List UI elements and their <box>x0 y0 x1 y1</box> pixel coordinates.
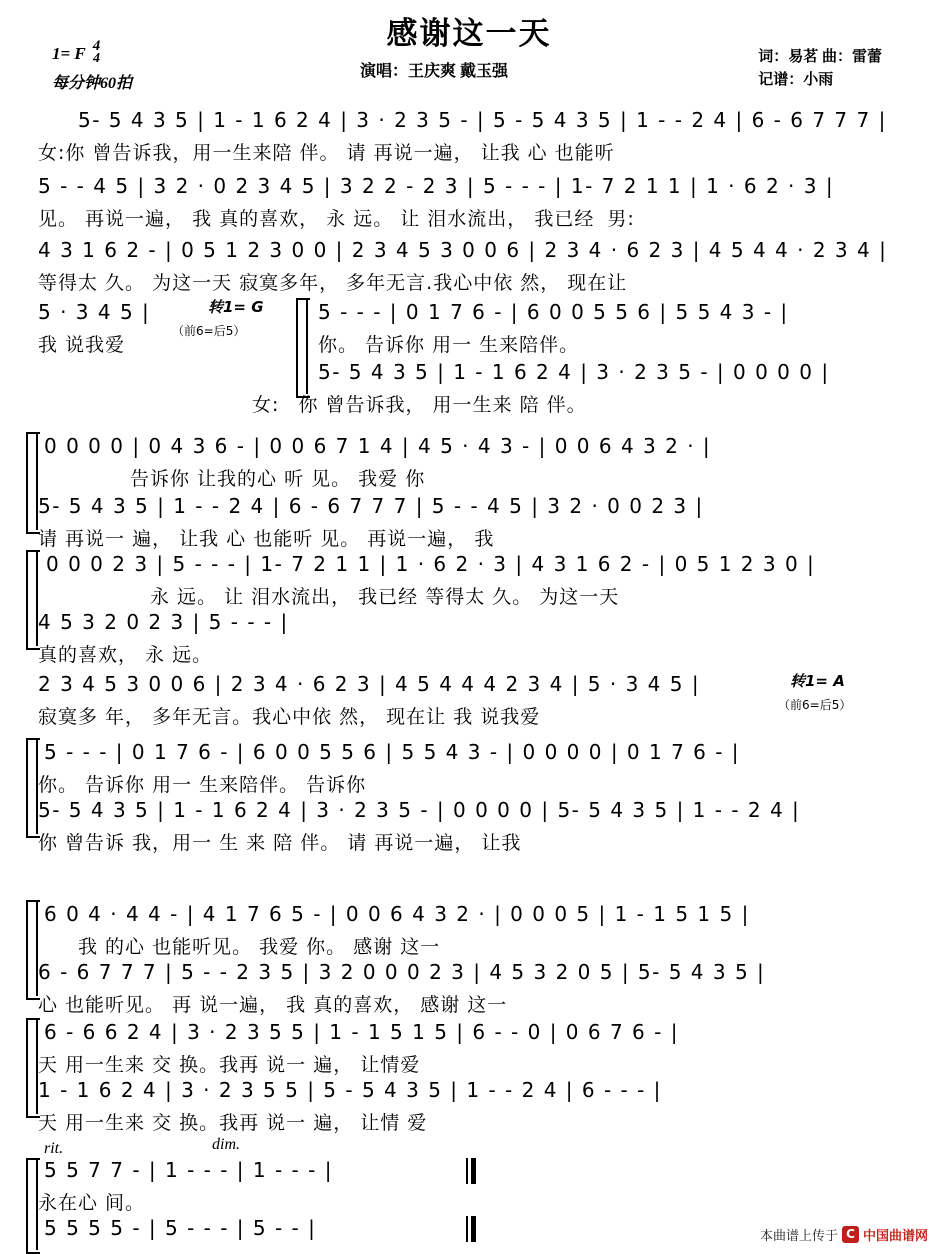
stave-notes: 5 · 3 4 5 | <box>38 300 151 324</box>
time-signature <box>93 40 101 65</box>
stave-notes: 0 0 0 0 | 0 4 3 6 - | 0 0 6 7 1 4 | 4 5 · 4 3 - | 0 0 6 4 3 2 · | <box>44 434 712 458</box>
key-signature <box>52 40 100 65</box>
modulation-to-a-note <box>778 694 851 713</box>
stave-notes: 5- 5 4 3 5 | 1 - 1 6 2 4 | 3 · 2 3 5 - | 0 0 0 0 | <box>318 360 830 384</box>
stave-lyrics: 永在心 间。 <box>38 1192 146 1214</box>
stave-lyrics: 等得太 久。 为这一天 寂寞多年， 多年无言.我心中依 然， 现在让 <box>38 272 628 294</box>
site-name[interactable]: 中国曲谱网 <box>862 1229 928 1244</box>
stave-notes: 5 5 7 7 - | 1 - - - | 1 - - - | <box>44 1158 333 1182</box>
modulation-note: （前6=后5） <box>778 698 852 712</box>
key-signature-text: 1= F <box>52 43 86 63</box>
lyrics-text: 你 曾告诉我， 用一生来 陪 伴。 <box>298 394 587 416</box>
credit-line-1: 词：易茗 曲：雷蕾 <box>758 49 882 65</box>
barline <box>306 298 308 394</box>
time-signature-denominator: 4 <box>92 50 100 66</box>
stave-notes: 5 5 5 5 - | 5 - - - | 5 - - | <box>44 1216 317 1240</box>
stave-notes: 5- 5 4 3 5 | 1 - 1 6 2 4 | 3 · 2 3 5 - | 5 - 5 4 3 5 | 1 - - 2 4 | 6 - 6 7 7 7 | <box>78 108 887 132</box>
site-logo-icon: C <box>842 1226 859 1243</box>
stave-notes: 1 - 1 6 2 4 | 3 · 2 3 5 5 | 5 - 5 4 3 5 | 1 - - 2 4 | 6 - - - | <box>38 1078 662 1102</box>
stave-lyrics: 寂寞多 年， 多年无言。我心中依 然， 现在让 我 说我爱 <box>38 706 541 728</box>
dim-label: dim. <box>212 1136 240 1153</box>
modulation-to-g <box>208 296 264 317</box>
stave-lyrics: 你。 告诉你 用一 生来陪伴。 告诉你 <box>38 774 367 796</box>
stave-lyrics: 你。 告诉你 用一 生来陪伴。 <box>318 334 580 356</box>
stave-lyrics <box>38 204 635 231</box>
part-label-female: 女: <box>38 142 66 164</box>
part-label-female: 女: <box>252 394 280 416</box>
footer-watermark <box>760 1225 928 1244</box>
stave-notes: 2 3 4 5 3 0 0 6 | 2 3 4 · 6 2 3 | 4 5 4 4 4 2 3 4 | 5 · 3 4 5 | <box>38 672 701 696</box>
performers: 演唱：王庆爽 戴玉强 <box>360 63 509 80</box>
stave-notes: 5 - - - | 0 1 7 6 - | 6 0 0 5 5 6 | 5 5 4 3 - | <box>318 300 789 324</box>
rit-label: rit. <box>44 1140 64 1157</box>
stave-lyrics: 请 再说一 遍， 让我 心 也能听 见。 再说一遍， 我 <box>38 528 495 550</box>
final-barline <box>466 1158 476 1184</box>
stave-lyrics: 真的喜欢， 永 远。 <box>38 644 213 666</box>
time-signature-numerator: 4 <box>92 38 101 54</box>
lyrics-text: 见。 再说一遍， 我 真的喜欢， 永 远。 让 泪水流出， 我已经 <box>38 208 595 230</box>
modulation-label: 转1= G <box>208 298 264 316</box>
stave-notes: 0 0 0 2 3 | 5 - - - | 1- 7 2 1 1 | 1 · 6 2 · 3 | 4 3 1 6 2 - | 0 5 1 2 3 0 | <box>46 552 816 576</box>
stave-notes: 5 - - - | 0 1 7 6 - | 6 0 0 5 5 6 | 5 5 4 3 - | 0 0 0 0 | 0 1 7 6 - | <box>44 740 741 764</box>
footer-text: 本曲谱上传于 <box>759 1229 838 1244</box>
stave-notes: 6 - 6 6 2 4 | 3 · 2 3 5 5 | 1 - 1 5 1 5 | 6 - - 0 | 0 6 7 6 - | <box>44 1020 679 1044</box>
stave-lyrics <box>252 390 587 417</box>
stave-lyrics: 我 的心 也能听见。 我爱 你。 感谢 这一 <box>78 936 441 958</box>
stave-lyrics: 告诉你 让我的心 听 见。 我爱 你 <box>130 468 426 490</box>
stave-lyrics: 天 用一生来 交 换。我再 说一 遍， 让情爱 <box>38 1054 421 1076</box>
modulation-to-g-note <box>172 320 245 339</box>
final-barline <box>466 1216 476 1242</box>
stave-notes: 5 - - 4 5 | 3 2 · 0 2 3 4 5 | 3 2 2 - 2 3 | 5 - - - | 1- 7 2 1 1 | 1 · 6 2 · 3 | <box>38 174 835 198</box>
stave-lyrics: 你 曾告诉 我，用一 生 来 陪 伴。 请 再说一遍， 让我 <box>38 832 522 854</box>
modulation-to-a <box>790 670 845 691</box>
rit-marking <box>44 1138 63 1158</box>
stave-lyrics: 心 也能听见。 再 说一遍， 我 真的喜欢， 感谢 这一 <box>38 994 508 1016</box>
stave-lyrics: 永 远。 让 泪水流出， 我已经 等得太 久。 为这一天 <box>150 586 620 608</box>
stave-notes: 5- 5 4 3 5 | 1 - 1 6 2 4 | 3 · 2 3 5 - | 0 0 0 0 | 5- 5 4 3 5 | 1 - - 2 4 | <box>38 798 801 822</box>
stave-notes: 4 5 3 2 0 2 3 | 5 - - - | <box>38 610 289 634</box>
credits <box>758 46 882 93</box>
stave-notes: 5- 5 4 3 5 | 1 - - 2 4 | 6 - 6 7 7 7 | 5 - - 4 5 | 3 2 · 0 0 2 3 | <box>38 494 704 518</box>
modulation-label: 转1= A <box>790 672 845 690</box>
tempo-marking: 每分钟60拍 <box>52 75 133 92</box>
part-label-male: 男: <box>607 208 635 230</box>
stave-lyrics <box>38 138 615 165</box>
stave-lyrics: 天 用一生来 交 换。我再 说一 遍， 让情 爱 <box>38 1112 428 1134</box>
stave-notes: 4 3 1 6 2 - | 0 5 1 2 3 0 0 | 2 3 4 5 3 0 0 6 | 2 3 4 · 6 2 3 | 4 5 4 4 · 2 3 4 | <box>38 238 888 262</box>
stave-lyrics: 我 说我爱 <box>38 334 126 356</box>
page-title: 感谢这一天 <box>386 16 552 52</box>
stave-notes: 6 - 6 7 7 7 | 5 - - 2 3 5 | 3 2 0 0 0 2 3 | 4 5 3 2 0 5 | 5- 5 4 3 5 | <box>38 960 766 984</box>
credit-line-2: 记谱：小雨 <box>758 72 834 89</box>
dim-marking <box>212 1134 240 1154</box>
modulation-note: （前6=后5） <box>172 324 246 338</box>
lyrics-text: 你 曾告诉我，用一生来陪 伴。 请 再说一遍， 让我 心 也能听 <box>65 142 615 164</box>
stave-notes: 6 0 4 · 4 4 - | 4 1 7 6 5 - | 0 0 6 4 3 2 · | 0 0 0 5 | 1 - 1 5 1 5 | <box>44 902 750 926</box>
